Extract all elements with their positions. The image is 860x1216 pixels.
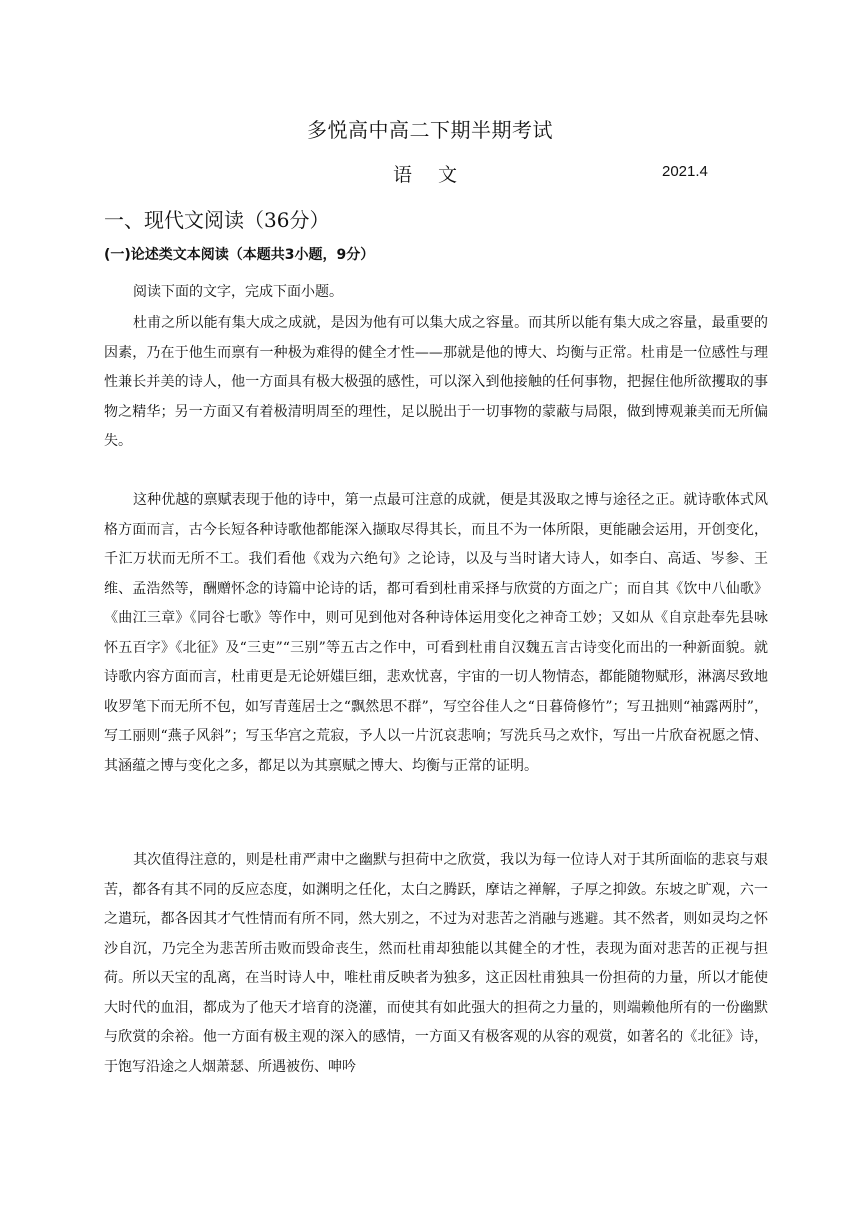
passage-paragraph-3 [104,846,768,1082]
subject-label: 语文 [393,164,484,186]
paragraph-text: 这种优越的禀赋表现于他的诗中，第一点最可注意的成就，便是其汲取之博与途径之正。就诗歌体式风格方面而言，古今长短各种诗歌他都能深入撷取尽得其长，而且不为一体所限，更能融会运用，开创变化，千汇万状而无所不工。我们看他《戏为六绝句》之论诗，以及与当时诸大诗人，如李白、高适、岑参、王维、孟浩然等，酬赠怀念的诗篇中论诗的话，都可看到杜甫采择与欣赏的方面之广；而自其《饮中八仙歌》《曲江三章》《同谷七歌》等作中，则可见到他对各种诗体运用变化之神奇工妙；又如从《自京赴奉先县咏怀五百字》《北征》及“三吏”“三别”等五古之作中，可看到杜甫自汉魏五言古诗变化而出的一种新面貌。就诗歌内容方面而言，杜甫更是无论妍媸巨细，悲欢忧喜，宇宙的一切人物情态，都能随物赋形，淋漓尽致地收罗笔下而无所不包，如写青莲居士之“飘然思不群”，写空谷佳人之“日暮倚修竹”；写丑拙则“袖露两肘”，写工丽则“燕子风斜”；写玉华宫之荒寂，予人以一片沉哀悲响；写洗兵马之欢忭，写出一片欣奋祝愿之情、其涵蕴之博与变化之多，都足以为其禀赋之博大、均衡与正常的证明。 [104,492,768,774]
subsection-heading: (一)论述类文本阅读（本题共3小题，9分） [104,247,375,263]
paragraph-text: 其次值得注意的，则是杜甫严肃中之幽默与担荷中之欣赏，我以为每一位诗人对于其所面临的悲哀与艰苦，都各有其不同的反应态度，如渊明之任化，太白之腾跃，摩诘之禅解，子厚之抑敛。东坡之旷观，六一之遣玩，都各因其才气性情而有所不同，然大别之，不过为对悲苦之消融与逃避。其不然者，则如灵均之怀沙自沉，乃完全为悲苦所击败而毁命丧生，然而杜甫却独能以其健全的才性，表现为面对悲苦的正视与担荷。所以天宝的乱离，在当时诗人中，唯杜甫反映者为独多，这正因杜甫独具一份担荷的力量，所以才能使大时代的血泪，都成为了他天才培育的浇灌，而使其有如此强大的担荷之力量的，则端赖他所有的一份幽默与欣赏的余裕。他一方面有极主观的深入的感情，一方面又有极客观的从容的观赏，如著名的《北征》诗，于饱写沿途之人烟萧瑟、所遇被伤、呻吟 [104,852,768,1075]
passage-paragraph-2 [104,486,768,781]
reading-instruction: 阅读下面的文字，完成下面小题。 [133,284,343,300]
paragraph-text: 杜甫之所以能有集大成之成就，是因为他有可以集大成之容量。而其所以能有集大成之容量，最重要的因素，乃在于他生而禀有一种极为难得的健全才性——那就是他的博大、均衡与正常。杜甫是一位感性与理性兼长并美的诗人，他一方面具有极大极强的感性，可以深入到他接触的任何事物，把握住他所欲攫取的事物之精华；另一方面又有着极清明周至的理性，足以脱出于一切事物的蒙蔽与局限，做到博观兼美而无所偏失。 [104,315,768,449]
section-heading: 一、现代文阅读（36分） [104,208,330,232]
exam-title: 多悦高中高二下期半期考试 [307,118,553,142]
passage-paragraph-1 [104,309,768,457]
exam-date: 2021.4 [662,163,708,180]
